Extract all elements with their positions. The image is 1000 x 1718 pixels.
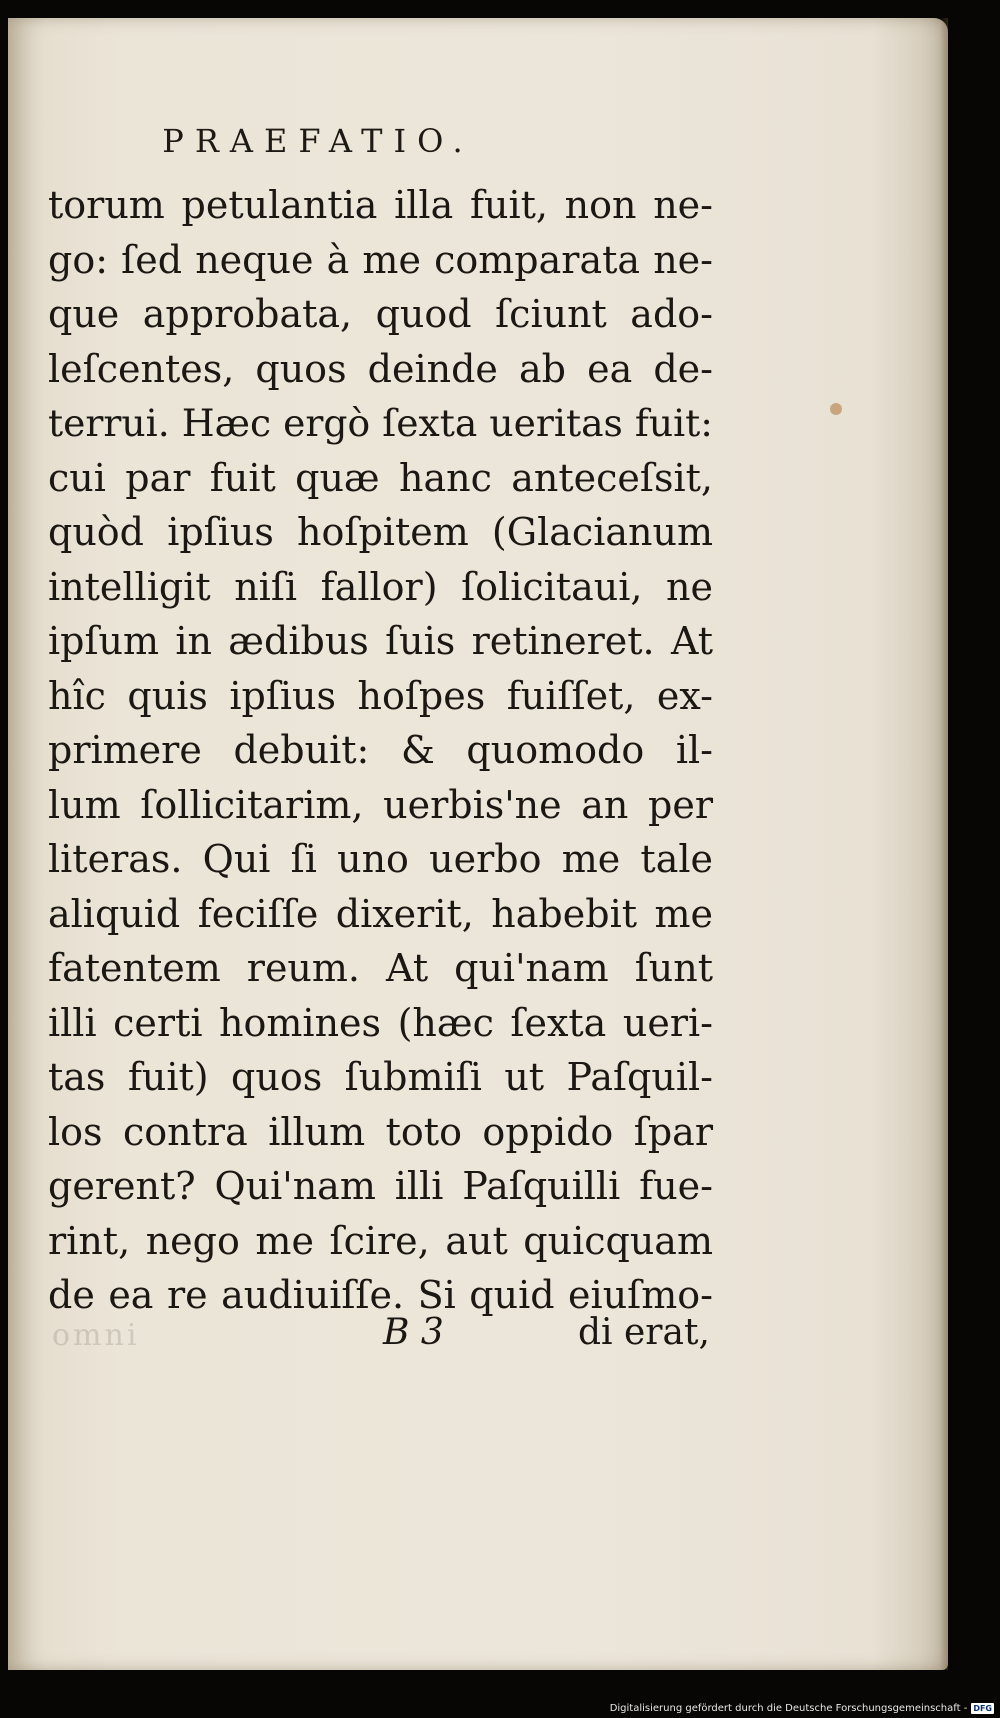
text-line: hîc quis ipſius hoſpes fuiſſet, ex- bbox=[48, 673, 713, 718]
text-line: ipſum in ædibus ſuis retineret. At bbox=[48, 619, 713, 663]
signature-mark: B 3 bbox=[383, 1312, 444, 1353]
running-head-text: PRAEFATIO. bbox=[162, 122, 474, 160]
bleed-through-text: omni bbox=[52, 1318, 140, 1353]
text-line: literas. Qui ſi uno uerbo me tale bbox=[48, 837, 713, 881]
text-line: tas fuit) quos ſubmiſi ut Paſquil- bbox=[48, 1055, 713, 1099]
text-line: los contra illum toto oppido ſpar bbox=[48, 1109, 713, 1154]
catch-line bbox=[8, 1312, 948, 1368]
text-line: que approbata, quod ſciunt ado- bbox=[48, 292, 713, 336]
text-line: lum ſollicitarim, uerbis'ne an per bbox=[48, 782, 713, 827]
book-page bbox=[8, 18, 948, 1670]
text-line: quòd ipſius hoſpitem (Glacianum bbox=[48, 510, 713, 554]
text-line: rint, nego me ſcire, aut quicquam bbox=[48, 1218, 713, 1263]
text-line: aliquid feciſſe dixerit, habebit me bbox=[48, 891, 713, 936]
text-line: cui par fuit quæ hanc anteceſsit, bbox=[48, 455, 713, 500]
catchword: di erat, bbox=[578, 1312, 710, 1353]
page-edge bbox=[940, 18, 948, 1670]
text-line: gerent? Qui'nam illi Paſquilli fue- bbox=[48, 1164, 713, 1208]
text-line: go: ſed neque à me comparata ne- bbox=[48, 237, 713, 282]
text-line: terrui. Hæc ergò ſexta ueritas fuit: bbox=[48, 401, 713, 445]
text-line: fatentem reum. At qui'nam ſunt bbox=[48, 946, 713, 990]
dfg-logo-icon: DFG bbox=[973, 1703, 992, 1713]
body-text bbox=[48, 178, 713, 1323]
text-line: de ea re audiuiſſe. Si quid eiuſmo- bbox=[48, 1273, 713, 1317]
text-line: primere debuit: & quomodo il- bbox=[48, 728, 713, 772]
text-line: torum petulantia illa fuit, non ne- bbox=[48, 183, 713, 227]
credit-text: Digitalisierung gefördert durch die Deutsche Forschungsgemeinschaft - bbox=[609, 1702, 968, 1714]
foxing-spot bbox=[830, 403, 842, 415]
text-line: leſcentes, quos deinde ab ea de- bbox=[48, 346, 713, 391]
text-line: intelligit niſi fallor) ſolicitaui, ne bbox=[48, 564, 713, 609]
digitization-credit bbox=[610, 1701, 994, 1715]
text-line: illi certi homines (hæc ſexta ueri- bbox=[48, 1000, 713, 1045]
running-head bbox=[8, 122, 948, 160]
